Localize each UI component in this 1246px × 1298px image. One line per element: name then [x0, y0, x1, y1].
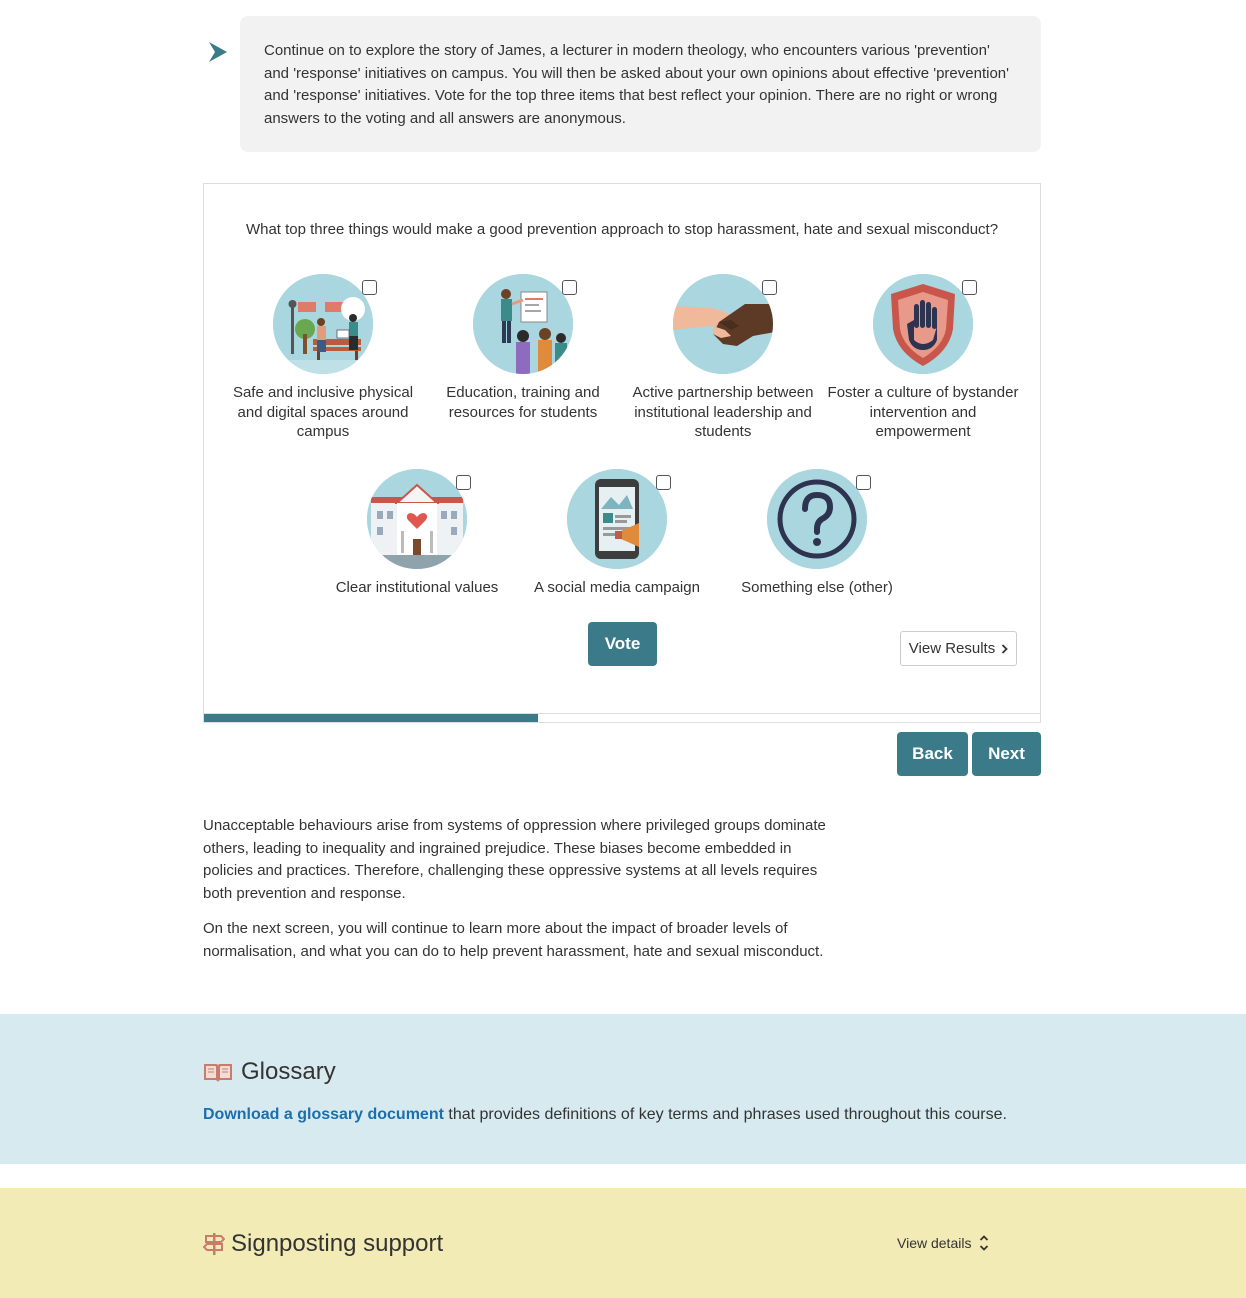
glossary-heading: [203, 1058, 336, 1086]
chevron-right-icon: [207, 40, 229, 64]
option-label: Something else (other): [741, 579, 893, 596]
chevron-up-down-icon: [979, 1234, 989, 1252]
poll-card: [203, 183, 1041, 723]
handshake-icon: [673, 274, 773, 374]
vote-button[interactable]: Vote: [588, 622, 657, 666]
option-checkbox[interactable]: [562, 280, 577, 295]
option-label: Foster a culture of bystander intervention and empowerment: [827, 384, 1019, 440]
glossary-description: [203, 1106, 1007, 1124]
poll-option[interactable]: [823, 274, 1023, 442]
intro-text: Continue on to explore the story of James, a lecturer in modern theology, who encounters various 'prevention' and 'response' initiatives on campus. You will then be asked about your own opinions about effective 'prevention' and 'response' initiatives. Vote for the top three items that best reflect your opinion. There are no right or wrong answers to the voting and all answers are anonymous.: [264, 42, 1009, 127]
poll-option[interactable]: [423, 274, 623, 422]
signpost-icon: [203, 1232, 225, 1256]
poll-option[interactable]: [717, 469, 917, 598]
signposting-title: Signposting support: [231, 1230, 444, 1257]
view-results-label: View Results: [908, 640, 996, 657]
progress-bar: [204, 713, 1040, 722]
poll-option[interactable]: [623, 274, 823, 442]
poll-question: What top three things would make a good prevention approach to stop harassment, hate and sexual misconduct?: [245, 221, 999, 238]
signposting-section: [0, 1188, 1246, 1298]
back-button[interactable]: Back: [897, 732, 968, 776]
signposting-heading: [203, 1230, 443, 1258]
next-button[interactable]: Next: [972, 732, 1041, 776]
poll-option[interactable]: [223, 274, 423, 442]
question-mark-icon: [767, 469, 867, 569]
progress-bar-fill: [204, 714, 538, 722]
poll-option[interactable]: [517, 469, 717, 598]
glossary-description-text: that provides definitions of key terms and phrases used throughout this course.: [443, 1106, 1007, 1123]
phone-megaphone-icon: [567, 469, 667, 569]
option-checkbox[interactable]: [656, 475, 671, 490]
glossary-download-link[interactable]: Download a glossary document: [203, 1106, 444, 1123]
chevron-right-icon: [1001, 644, 1008, 654]
poll-option[interactable]: [317, 469, 517, 598]
glossary-section: [0, 1014, 1246, 1164]
option-checkbox[interactable]: [962, 280, 977, 295]
body-paragraph: On the next screen, you will continue to learn more about the impact of broader levels of normalisation, and what you can do to help prevent harassment, hate and sexual misconduct.: [203, 920, 824, 960]
view-details-label: View details: [897, 1235, 972, 1251]
view-results-button[interactable]: [900, 631, 1017, 666]
book-icon: [203, 1061, 233, 1083]
option-label: Clear institutional values: [335, 579, 499, 596]
option-label: Education, training and resources for students: [446, 384, 600, 421]
body-text: [203, 815, 843, 976]
glossary-title: Glossary: [241, 1058, 336, 1085]
option-checkbox[interactable]: [762, 280, 777, 295]
option-label: A social media campaign: [534, 579, 700, 596]
option-checkbox[interactable]: [362, 280, 377, 295]
presentation-icon: [473, 274, 573, 374]
park-bench-icon: [273, 274, 373, 374]
building-heart-icon: [367, 469, 467, 569]
intro-callout: [240, 16, 1041, 152]
option-label: Active partnership between institutional leadership and students: [632, 384, 814, 440]
view-details-toggle[interactable]: [897, 1234, 989, 1252]
option-checkbox[interactable]: [856, 475, 871, 490]
option-checkbox[interactable]: [456, 475, 471, 490]
shield-hand-icon: [873, 274, 973, 374]
option-label: Safe and inclusive physical and digital spaces around campus: [232, 384, 414, 440]
body-paragraph: Unacceptable behaviours arise from systems of oppression where privileged groups dominate others, leading to inequality and ingrained prejudice. These biases become embedded in policies and practices. Therefore, challenging these oppressive systems at all levels requires both prevention and response.: [203, 817, 826, 902]
